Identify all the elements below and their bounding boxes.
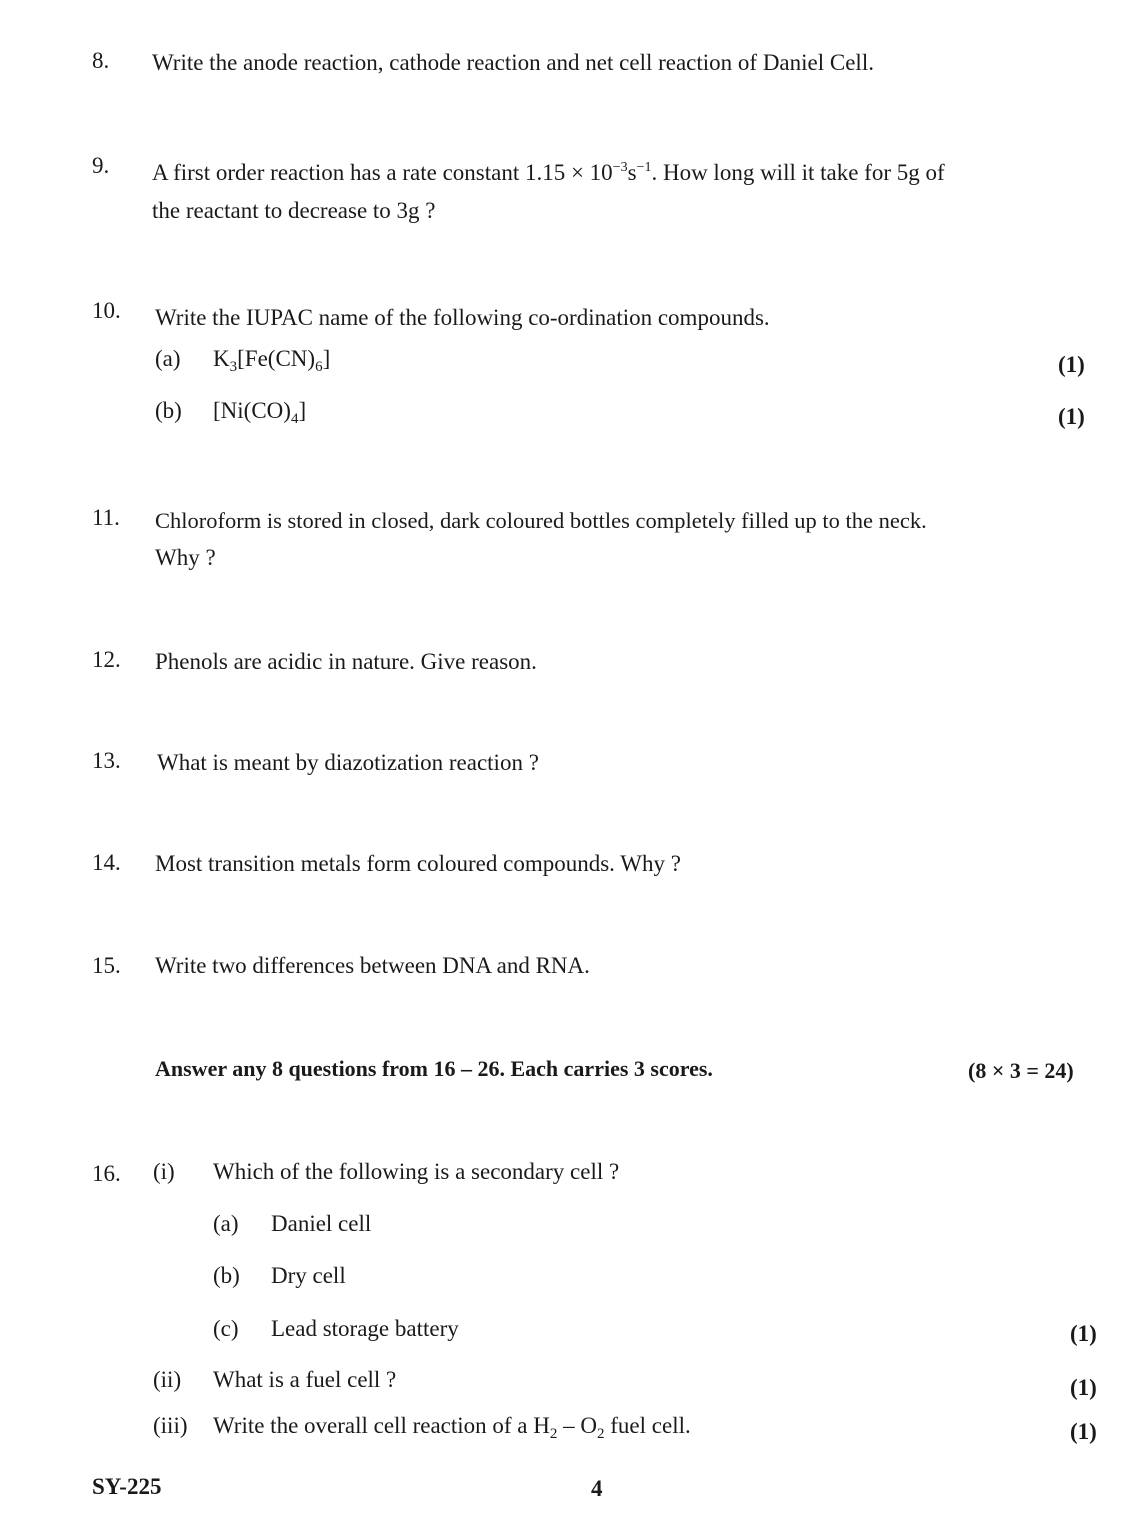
formula-k3-fe-cn6: $K_3[Fe(CN)_6]$ [213,346,331,375]
part-label: (iii) [153,1413,188,1438]
option-label: (b) [213,1263,240,1288]
question-13-text: What is meant by diazotization reaction ? [157,750,539,775]
question-9-line2: the reactant to decrease to 3g ? [152,198,436,223]
question-16-ii-text: What is a fuel cell ? [213,1367,397,1392]
section-marks: (8 × 3 = 24) [968,1058,1074,1083]
question-9-line1: A first order reaction has a rate constant $1.15 \times 10^{-3}s^{-1}$. How long will it take for 5g of [152,160,945,185]
question-11-line2: Why ? [155,545,216,570]
score-badge: (1) [1070,1419,1097,1444]
question-15-text: Write two differences between DNA and RNA. [155,953,590,978]
question-number: 15. [92,953,121,978]
score-badge: (1) [1058,352,1085,377]
score-badge: (1) [1058,404,1085,429]
page-number: 4 [591,1476,603,1501]
option-label: (c) [213,1316,239,1341]
part-label: (i) [153,1159,175,1184]
question-8-text: Write the anode reaction, cathode reaction and net cell reaction of Daniel Cell. [152,50,874,75]
option-text: Daniel cell [271,1211,372,1236]
question-number: 10. [92,298,121,323]
question-number: 13. [92,748,121,773]
option-text: Dry cell [271,1263,346,1288]
question-16-iii-text: Write the overall cell reaction of a $H_2 - O_2$ fuel cell. [213,1413,691,1442]
question-14-text: Most transition metals form coloured compounds. Why ? [155,851,681,876]
part-label: (ii) [153,1367,182,1392]
question-12-text: Phenols are acidic in nature. Give reason. [155,649,537,674]
score-badge: (1) [1070,1375,1097,1400]
question-number: 11. [92,505,120,530]
question-number: 12. [92,647,121,672]
option-label: (a) [155,346,181,371]
paper-code: SY-225 [92,1474,162,1499]
question-number: 14. [92,850,121,875]
option-label: (a) [213,1211,239,1236]
question-number: 8. [92,48,110,73]
formula-ni-co4: $[Ni(CO)_4]$ [213,398,307,427]
score-badge: (1) [1070,1321,1097,1346]
question-11-line1: Chloroform is stored in closed, dark coloured bottles completely filled up to the neck. [155,508,927,533]
question-number: 9. [92,153,110,178]
question-number: 16. [92,1161,121,1186]
question-16-i-text: Which of the following is a secondary cell ? [213,1159,620,1184]
section-instruction: Answer any 8 questions from 16 – 26. Each carries 3 scores. [155,1056,713,1081]
option-label: (b) [155,398,182,423]
question-10-text: Write the IUPAC name of the following co-ordination compounds. [155,305,770,330]
option-text: Lead storage battery [271,1316,459,1341]
